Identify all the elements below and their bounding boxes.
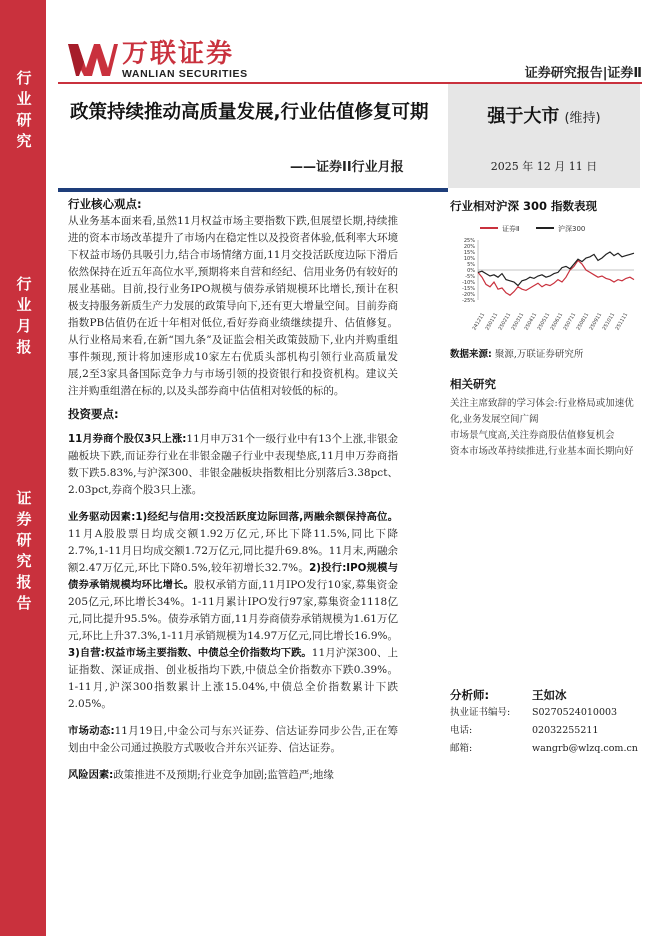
right-column bbox=[450, 194, 642, 460]
y-tick-label: 20% bbox=[463, 244, 475, 250]
performance-chart bbox=[450, 220, 640, 340]
sidebar-section-label: 证券研究报告 bbox=[14, 490, 33, 616]
point-drivers-title-2: 2)投行:IPO规模与债券承销规模均环比增长。 bbox=[68, 562, 398, 591]
cert-number: S0270524010003 bbox=[532, 707, 618, 718]
point-drivers bbox=[68, 509, 398, 713]
logo-chinese-name: 万联证券 bbox=[122, 39, 235, 69]
sidebar-section-monthly-report bbox=[0, 276, 46, 360]
chart-source-label: 数据来源: bbox=[450, 349, 492, 360]
point-drivers-text-1: 11月A股股票日均成交额1.92万亿元,环比下降11.5%,同比下降2.7%,1-11月日均成交额1.72万亿元,同比提升69.8%。11月末,两融余额2.47万亿元,环比下降0.5%,较年初增长32.7%。 bbox=[68, 528, 398, 574]
chart-source bbox=[450, 346, 642, 360]
performance-chart-svg bbox=[450, 220, 640, 340]
point-market-news-title: 市场动态: bbox=[68, 725, 115, 737]
x-tick-label: 250311 bbox=[510, 312, 526, 332]
logo-english-name: WANLIAN SECURITIES bbox=[122, 68, 248, 80]
x-tick-label: 250711 bbox=[562, 312, 578, 332]
y-tick-label: 15% bbox=[463, 250, 475, 256]
point-risks-title: 风险因素: bbox=[68, 769, 114, 781]
point-stocks-title: 11月券商个股仅3只上涨: bbox=[68, 433, 187, 445]
cert-label: 执业证书编号: bbox=[450, 707, 511, 718]
x-tick-label: 251011 bbox=[601, 312, 617, 332]
point-risks bbox=[68, 767, 398, 784]
y-tick-label: 0% bbox=[467, 268, 475, 274]
report-subtitle: ——证券II行业月报 bbox=[290, 160, 404, 175]
x-tick-label: 250111 bbox=[484, 312, 500, 332]
chart-title: 行业相对沪深 300 指数表现 bbox=[450, 199, 598, 213]
y-tick-label: 5% bbox=[467, 262, 475, 268]
related-item[interactable]: 市场景气度高,关注券商股估值修复机会 bbox=[450, 430, 615, 441]
main-content bbox=[68, 194, 398, 790]
email-label: 邮箱: bbox=[450, 743, 473, 754]
core-view-text: 从业务基本面来看,虽然11月权益市场主要指数下跌,但展望长期,持续推进的资本市场改革提升了市场内在稳定性以及投资者体验,低利率大环境下权益市场仍具吸引力,结合市场情绪方面,11月交投活跃度边际下滑后依然保持在近五年高位水平,预期将来自营和经纪、信用业务仍有较好的展业基础。目前,投行业务IPO规模与债券承销规模环比增长,预计在积极支持服务新质生产力发展的政策导向下,还有更大增量空间。目前券商指数PB估值仍在近十年相对低位,看好券商业绩继续提升、估值修复。从行业格局来看,在新“国九条”及证监会相关政策鼓励下,业内并购重组事件频现,预计将加速形成10家左右优质头部机构引领行业高质量发展,2至3家具备国际竞争力与市场引领的投资银行和投资机构。建议关注并购重组潜在标的,以及头部券商中估值相对较低的标的。 bbox=[68, 215, 398, 397]
y-tick-label: -25% bbox=[462, 298, 475, 304]
related-item[interactable]: 资本市场改革持续推进,行业基本面长期向好 bbox=[450, 446, 634, 457]
related-item[interactable]: 关注主席致辞的学习体会:行业格局或加速优化,业务发展空间广阔 bbox=[450, 398, 634, 425]
x-tick-label: 251111 bbox=[614, 312, 630, 332]
legend-label: 沪深300 bbox=[558, 225, 586, 233]
y-tick-label: -20% bbox=[462, 292, 475, 298]
sidebar bbox=[0, 0, 46, 936]
title-divider bbox=[58, 188, 448, 192]
point-market-news-text: 11月19日,中金公司与东兴证券、信达证券同步公告,正在筹划由中金公司通过换股方式吸收合并东兴证券、信达证券。 bbox=[68, 725, 398, 754]
sidebar-section-label: 行业研究 bbox=[14, 70, 33, 154]
phone-label: 电话: bbox=[450, 725, 473, 736]
related-research bbox=[450, 376, 642, 460]
x-tick-label: 250211 bbox=[497, 312, 513, 332]
report-title: 政策持续推动高质量发展,行业估值修复可期 bbox=[70, 102, 429, 123]
legend-label: 证券Ⅱ bbox=[502, 225, 520, 233]
rating-note: (维持) bbox=[564, 111, 601, 126]
company-logo bbox=[66, 40, 248, 80]
analyst-label: 分析师: bbox=[450, 688, 490, 702]
report-type-label: 证券研究报告|证券Ⅱ bbox=[524, 66, 642, 81]
analyst-name: 王如冰 bbox=[532, 688, 567, 702]
y-tick-label: 10% bbox=[463, 256, 475, 262]
y-tick-label: 25% bbox=[463, 238, 475, 244]
analyst-info bbox=[450, 686, 642, 758]
wanlian-logo-icon bbox=[66, 42, 118, 78]
x-tick-label: 250411 bbox=[523, 312, 539, 332]
sidebar-section-industry-research bbox=[0, 70, 46, 154]
y-tick-label: -5% bbox=[465, 274, 475, 280]
x-tick-label: 250611 bbox=[549, 312, 565, 332]
x-tick-label: 250511 bbox=[536, 312, 552, 332]
report-date: 2025 年 12 月 11 日 bbox=[490, 160, 598, 173]
point-drivers-text-2: 股权承销方面,11月IPO发行10家,募集资金205亿元,环比增长34%。1-11月累计IPO发行97家,募集资金1118亿元,同比提升95.5%。债券承销方面,11月券商债券承销规模为1.61万亿元,环比上升37.3%,1-11月承销规模为14.97万亿元,同比增长16.9%。 bbox=[68, 579, 399, 642]
x-tick-label: 241211 bbox=[471, 312, 487, 332]
point-stocks bbox=[68, 431, 398, 499]
y-tick-label: -15% bbox=[462, 286, 475, 292]
point-market-news bbox=[68, 723, 398, 757]
rating-panel bbox=[448, 84, 640, 188]
phone-number: 02032255211 bbox=[532, 725, 599, 736]
point-stocks-text: 11月申万31个一级行业中有13个上涨,非银金融板块下跌,而证券行业在非银金融子行业中表现垫底,11月申万券商指数下跌5.83%,与沪深300、非银金融板块指数相比分别落后3.38pct、2.03pct,券商个股3只上涨。 bbox=[68, 433, 398, 496]
y-tick-label: -10% bbox=[462, 280, 475, 286]
point-risks-text: 政策推进不及预期;行业竞争加剧;监管趋严;地缘 bbox=[113, 769, 334, 781]
point-drivers-text-3: 11月沪深300、上证指数、深证成指、创业板指均下跌,中债总全价指数亦下跌0.39%。1-11月,沪深300指数累计上涨15.04%,中债总全价指数累计下跌2.05%。 bbox=[68, 647, 398, 710]
sidebar-section-label: 行业月报 bbox=[14, 276, 33, 360]
sidebar-section-securities-report bbox=[0, 490, 46, 616]
point-drivers-title-1: 业务驱动因素:1)经纪与信用:交投活跃度边际回落,两融余额保持高位。 bbox=[68, 511, 398, 523]
related-research-heading: 相关研究 bbox=[450, 377, 496, 391]
core-view-heading: 行业核心观点: bbox=[68, 197, 142, 211]
series-line-securities bbox=[478, 260, 634, 295]
chart-source-text: 聚源,万联证券研究所 bbox=[494, 349, 584, 360]
investment-points-heading: 投资要点: bbox=[68, 407, 119, 421]
point-drivers-title-3: 3)自营:权益市场主要指数、中债总全价指数均下跌。 bbox=[68, 647, 312, 659]
rating-value: 强于大市 bbox=[487, 106, 560, 127]
email-address[interactable]: wangrb@wlzq.com.cn bbox=[532, 743, 638, 754]
x-tick-label: 250911 bbox=[588, 312, 604, 332]
x-tick-label: 250811 bbox=[575, 312, 591, 332]
